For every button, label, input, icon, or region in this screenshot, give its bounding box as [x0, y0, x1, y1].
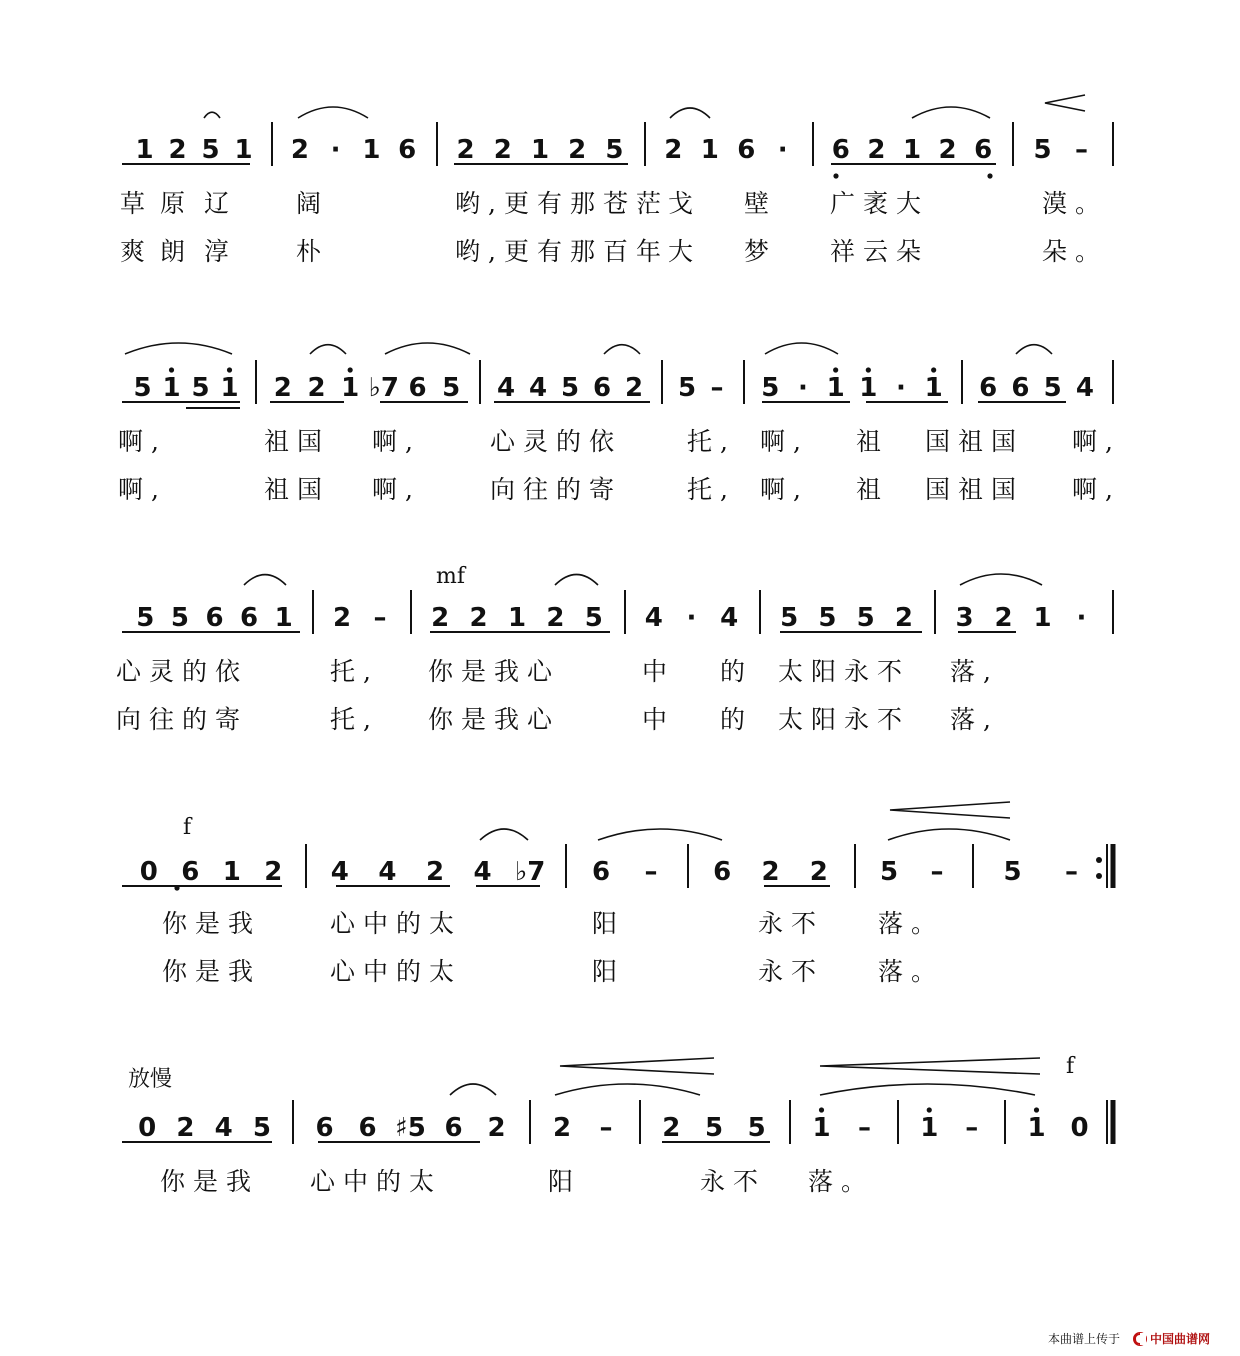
lyric-text: 中 [642, 657, 676, 686]
lyric-text: 心中的太 [330, 909, 463, 938]
lyric-text: 啊, [118, 475, 167, 504]
site-logo-icon [1134, 1333, 1146, 1345]
lyric-text: 辽 [204, 189, 238, 218]
note: 3 [955, 603, 974, 633]
lyric-text: 托, [330, 705, 379, 734]
note: 2 [307, 373, 326, 403]
lyric-text: 国祖国 [925, 475, 1025, 504]
lyric-text: 国祖国 [925, 427, 1025, 456]
high-dot [833, 367, 838, 372]
lyric-text: 爽 [120, 237, 154, 266]
lyric-text: 向往的寄 [490, 475, 623, 504]
note: – [644, 857, 658, 887]
note: 5 [133, 373, 152, 403]
lyric-line [116, 705, 999, 734]
high-dot [931, 367, 936, 372]
note: – [858, 1113, 871, 1143]
note: 4 [720, 603, 739, 633]
lyric-text: 落。 [808, 1167, 875, 1196]
note: 5 [704, 1113, 724, 1143]
note: 1 [700, 135, 719, 165]
slur [298, 107, 368, 118]
note: 5 [856, 603, 875, 633]
note: ♯5 [395, 1113, 426, 1143]
slur [204, 112, 220, 118]
lyric-line [162, 957, 944, 986]
note: 1 [234, 135, 253, 165]
low-dot [987, 173, 992, 178]
lyric-text: 阳 [592, 909, 626, 938]
lyric-text: 永不 [758, 909, 825, 938]
dynamic-marking: mf [436, 564, 466, 589]
note: 5 [677, 373, 697, 403]
lyric-text: 祖国 [264, 427, 331, 456]
note: · [686, 603, 697, 633]
lyric-text: 祖 [856, 475, 890, 504]
lyric-text: 啊, [1072, 475, 1121, 504]
lyric-text: 托, [687, 427, 736, 456]
high-dot [866, 367, 871, 372]
note: 1 [924, 373, 943, 403]
lyric-text: 啊, [1072, 427, 1121, 456]
note: 2 [487, 1113, 506, 1143]
note: 2 [168, 135, 187, 165]
lyric-text: 壁 [744, 189, 778, 218]
note: 1 [274, 603, 293, 633]
note: ♭7 [368, 373, 400, 403]
note: 2 [431, 603, 450, 633]
note: 2 [425, 857, 445, 887]
note: 2 [290, 135, 309, 165]
note: 2 [456, 135, 475, 165]
note: 2 [994, 603, 1013, 633]
lyric-text: 中 [642, 705, 676, 734]
note: · [330, 135, 341, 165]
note: 5 [1033, 135, 1052, 165]
note: 1 [812, 1113, 831, 1143]
lyric-text: 祖国 [264, 475, 331, 504]
note: 0 [139, 857, 158, 887]
low-dot [174, 885, 179, 890]
footer-upload-text: 本曲谱上传于 [1048, 1332, 1121, 1346]
lyric-text: 向往的寄 [116, 705, 249, 734]
repeat-dot [1096, 857, 1102, 863]
lyric-text: 大 [668, 237, 702, 266]
note: 6 [240, 603, 259, 633]
note: 2 [493, 135, 512, 165]
crescendo-hairpin [890, 802, 1010, 818]
note: 4 [528, 373, 548, 403]
lyric-text: 戈 [668, 189, 702, 218]
lyric-text: 你是我 [162, 909, 262, 938]
lyric-text: 心灵的依 [116, 657, 249, 686]
note: 2 [867, 135, 886, 165]
lyric-text: 落, [950, 657, 999, 686]
lyric-text: 朴 [296, 237, 330, 266]
note: 1 [222, 857, 241, 887]
note: – [373, 603, 387, 633]
lyric-text: 你是我心 [428, 657, 561, 686]
note: 1 [135, 135, 154, 165]
lyric-text: 哟,更有那百年 [455, 237, 669, 266]
note: 2 [624, 373, 644, 403]
note: 5 [761, 373, 780, 403]
lyric-text: 哟,更有那苍茫 [455, 189, 669, 218]
high-dot [169, 367, 174, 372]
note: 5 [605, 135, 624, 165]
note: – [1075, 135, 1088, 165]
lyric-line [116, 657, 999, 686]
note: 2 [894, 603, 913, 633]
lyric-text: 落, [950, 705, 999, 734]
note: 1 [826, 373, 845, 403]
note: 5 [747, 1113, 766, 1143]
lyric-text: 心中的太 [310, 1167, 443, 1196]
note: 4 [496, 373, 516, 403]
note: 2 [332, 603, 352, 633]
lyric-text: 漠。 [1042, 189, 1109, 218]
slur [960, 574, 1042, 585]
note: 5 [780, 603, 799, 633]
note: 5 [818, 603, 837, 633]
lyric-text: 托, [687, 475, 736, 504]
note: · [777, 135, 788, 165]
dynamic-marking: f [183, 815, 192, 840]
note: 5 [191, 373, 210, 403]
note: 1 [362, 135, 381, 165]
slur [670, 108, 710, 118]
note: 6 [831, 135, 850, 165]
note: 6 [979, 373, 998, 403]
lyric-text: 你是我 [162, 957, 262, 986]
note: 1 [920, 1113, 939, 1143]
score-line [116, 574, 1113, 734]
lyric-line [120, 189, 1108, 218]
note: 5 [560, 373, 580, 403]
note: 1 [902, 135, 922, 165]
lyric-text: 梦 [744, 237, 778, 266]
note: 4 [473, 857, 492, 887]
note: 5 [1043, 373, 1062, 403]
note: 4 [644, 603, 663, 633]
lyric-text: 祥云朵 [830, 237, 930, 266]
slur [598, 829, 722, 840]
note: · [1076, 603, 1087, 633]
note: 5 [252, 1113, 271, 1143]
note: – [599, 1113, 613, 1143]
lyric-text: 啊, [372, 427, 421, 456]
note: 4 [1075, 373, 1094, 403]
score-line [120, 95, 1113, 266]
lyric-text: 托, [330, 657, 379, 686]
lyric-text: 祖 [856, 427, 890, 456]
note: 6 [358, 1113, 377, 1143]
tempo-marking: 放慢 [128, 1067, 173, 1092]
note: 2 [761, 857, 780, 887]
lyric-line [118, 427, 1121, 456]
note: 2 [469, 603, 488, 633]
note: 2 [568, 135, 587, 165]
note: 6 [1011, 373, 1030, 403]
lyric-line [160, 1167, 874, 1196]
note: – [965, 1113, 979, 1143]
lyric-text: 你是我心 [428, 705, 561, 734]
crescendo-hairpin [820, 1058, 1040, 1074]
lyric-line [162, 909, 944, 938]
note: 2 [176, 1113, 195, 1143]
note: 5 [170, 603, 189, 633]
note: 1 [1027, 1113, 1046, 1143]
slur [888, 829, 1010, 840]
slur [480, 829, 528, 840]
lyric-text: 心中的太 [330, 957, 463, 986]
note: 1 [507, 603, 527, 633]
note: 4 [214, 1113, 233, 1143]
lyric-text: 原 [160, 189, 194, 218]
note: · [896, 373, 906, 403]
note: 6 [408, 373, 427, 403]
lyric-line [120, 237, 1108, 266]
lyric-line [118, 475, 1121, 504]
lyric-text: 永不 [700, 1167, 767, 1196]
lyric-text: 草 [120, 189, 154, 218]
note: 2 [662, 1113, 681, 1143]
slur [1016, 345, 1052, 354]
lyric-text: 落。 [878, 957, 945, 986]
note: 2 [546, 603, 565, 633]
lyric-text: 淳 [204, 237, 238, 266]
slur [765, 343, 838, 354]
note: 2 [664, 135, 683, 165]
low-dot [833, 173, 838, 178]
slur [125, 343, 232, 354]
note: 6 [737, 135, 756, 165]
lyric-text: 广袤大 [830, 189, 930, 218]
score-line [118, 343, 1121, 589]
note: 5 [584, 603, 603, 633]
note: 4 [330, 857, 349, 887]
lyric-text: 太阳永不 [778, 705, 911, 734]
slur [385, 343, 470, 354]
slur [820, 1084, 1035, 1095]
slur [310, 345, 346, 354]
high-dot [348, 367, 353, 372]
site-name: 中国曲谱网 [1150, 1332, 1211, 1346]
note: 6 [181, 857, 200, 887]
slur [604, 345, 640, 354]
lyric-text: 永不 [758, 957, 825, 986]
note: 6 [713, 857, 732, 887]
slur [244, 575, 286, 585]
lyric-text: 阳 [592, 957, 626, 986]
lyric-text: 的 [720, 705, 754, 734]
note: 1 [220, 373, 239, 403]
note: 5 [201, 135, 220, 165]
note: 6 [205, 603, 224, 633]
note: 6 [591, 857, 611, 887]
lyric-text: 朵。 [1042, 237, 1109, 266]
lyric-text: 啊, [372, 475, 421, 504]
note: 5 [879, 857, 899, 887]
note: 6 [592, 373, 612, 403]
slur [555, 574, 598, 585]
note: 6 [444, 1113, 463, 1143]
slur [555, 1084, 700, 1095]
note: 6 [315, 1113, 334, 1143]
note: 2 [552, 1113, 572, 1143]
score-systems [116, 95, 1121, 1196]
high-dot [819, 1107, 824, 1112]
note: · [798, 373, 808, 403]
lyric-text: 太阳永不 [778, 657, 911, 686]
dynamic-marking: f [1066, 1054, 1075, 1079]
note: 2 [938, 135, 957, 165]
note: 6 [974, 135, 993, 165]
note: 5 [1003, 857, 1022, 887]
lyric-text: 心灵的依 [490, 427, 623, 456]
note: 2 [273, 373, 292, 403]
note: 4 [378, 857, 397, 887]
high-dot [227, 367, 232, 372]
note: 1 [530, 135, 550, 165]
lyric-text: 落。 [878, 909, 945, 938]
high-dot [1034, 1107, 1039, 1112]
high-dot [927, 1107, 932, 1112]
lyric-text: 阳 [548, 1167, 582, 1196]
note: 6 [398, 135, 417, 165]
note: 0 [1070, 1113, 1089, 1143]
score-line [122, 1054, 1113, 1196]
note: 1 [341, 373, 360, 403]
lyric-text: 你是我 [160, 1167, 260, 1196]
lyric-text: 啊, [760, 427, 809, 456]
slur [450, 1084, 496, 1095]
note: 2 [809, 857, 828, 887]
note: – [710, 373, 724, 403]
lyric-text: 啊, [118, 427, 167, 456]
note: 1 [1033, 603, 1052, 633]
crescendo-hairpin [560, 1058, 714, 1074]
note: 2 [264, 857, 283, 887]
note: 1 [859, 373, 878, 403]
note: 1 [162, 373, 181, 403]
note: 5 [442, 373, 461, 403]
lyric-text: 朗 [160, 237, 194, 266]
note: – [1065, 857, 1078, 887]
lyric-text: 啊, [760, 475, 809, 504]
score-line [122, 802, 1113, 986]
lyric-text: 阔 [296, 189, 330, 218]
note: – [930, 857, 944, 887]
slur [912, 107, 990, 118]
footer [1048, 1331, 1210, 1346]
lyric-text: 的 [720, 657, 754, 686]
note: ♭7 [515, 857, 546, 887]
note: 0 [138, 1113, 157, 1143]
note: 5 [136, 603, 155, 633]
crescendo-hairpin [1045, 95, 1085, 111]
repeat-dot [1096, 873, 1102, 879]
